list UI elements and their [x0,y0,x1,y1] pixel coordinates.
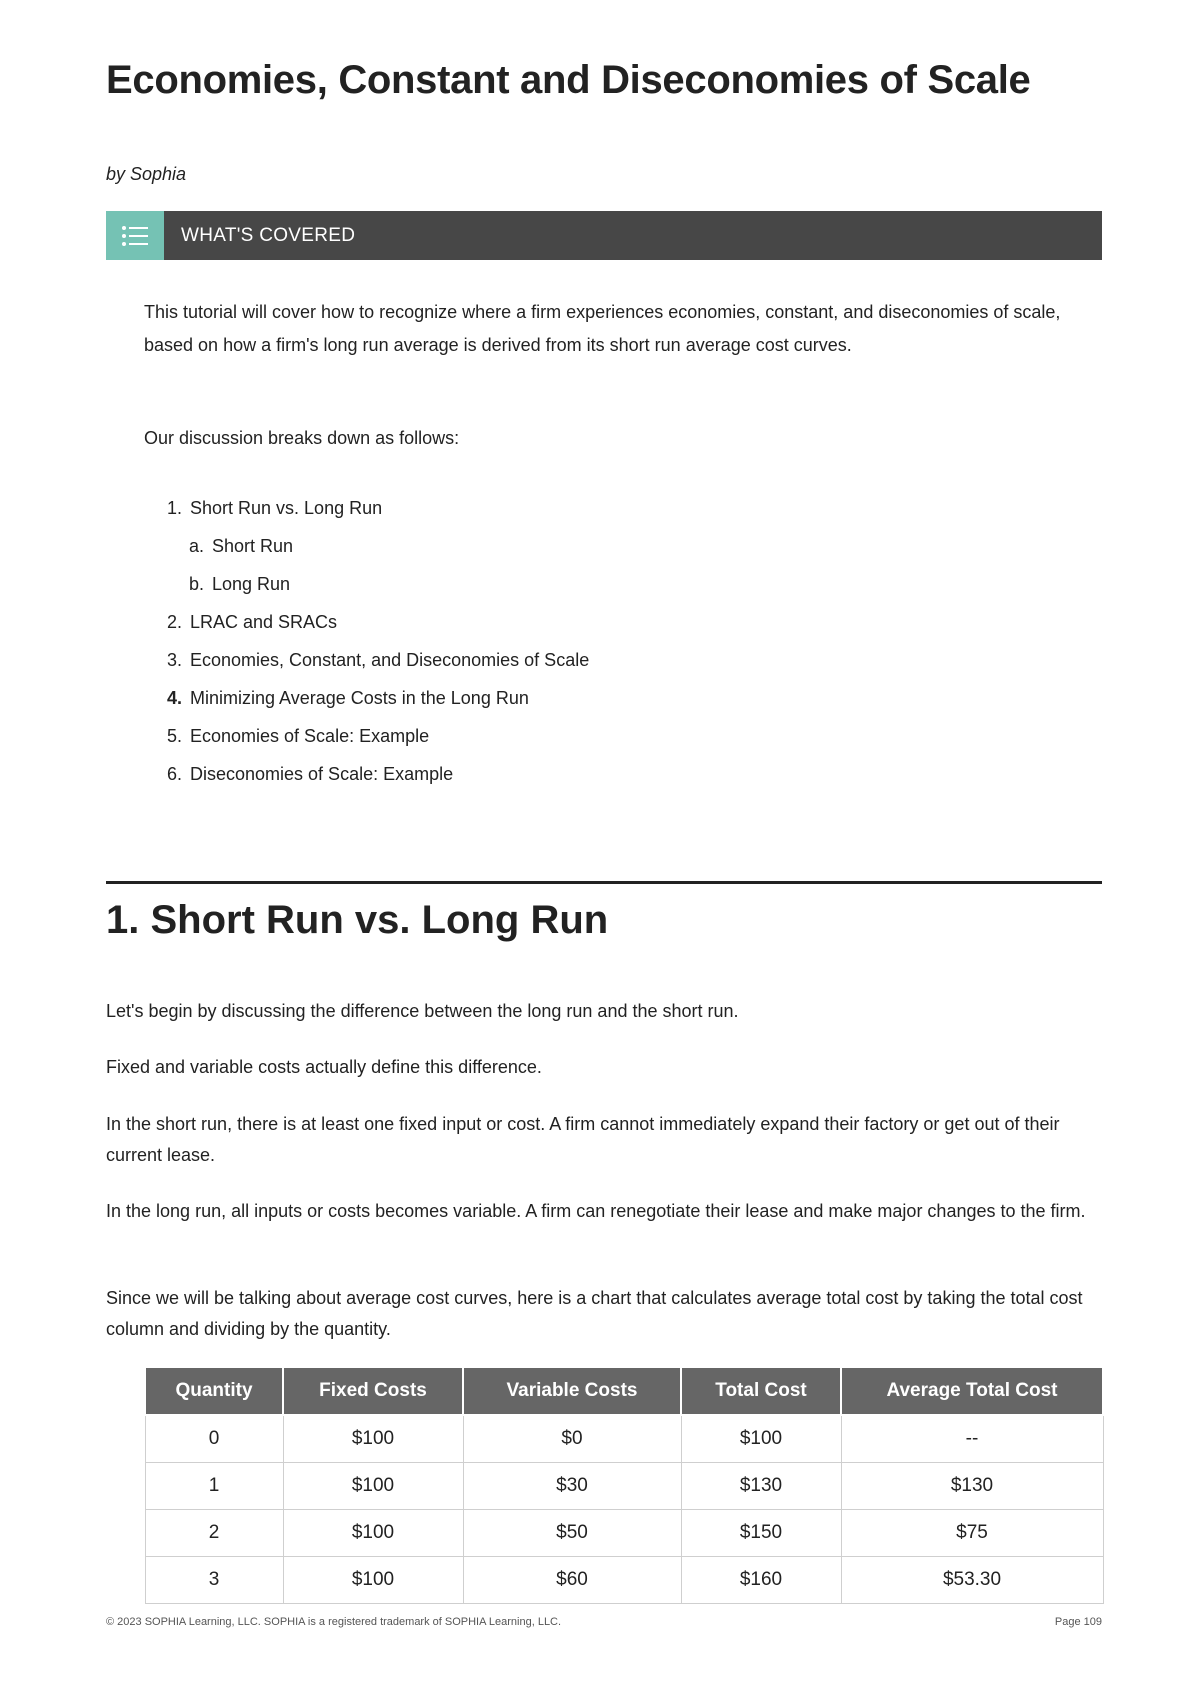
table-cell: $53.30 [841,1557,1103,1604]
toc-subitem[interactable] [156,574,589,612]
paragraph: Since we will be talking about average cost curves, here is a chart that calculates average total cost by taking the total cost column and dividing by the quantity. [106,1288,1083,1339]
toc-item[interactable] [156,688,589,726]
paragraph: Let's begin by discussing the difference between the long run and the short run. [106,1001,739,1021]
column-header: Fixed Costs [283,1367,463,1415]
footer-page-number: Page 109 [1054,1616,1102,1628]
toc-item[interactable] [156,612,589,650]
table-cell: $100 [283,1510,463,1557]
toc-label: LRAC and SRACs [190,612,338,632]
paragraph: Fixed and variable costs actually define this difference. [106,1057,542,1077]
toc-item[interactable] [156,650,589,688]
toc-number: b. [188,574,204,594]
table-cell: 3 [145,1557,283,1604]
toc-number: 1. [166,498,182,518]
table-row [145,1415,1103,1463]
average-total-cost-table [144,1366,1104,1604]
table-cell: $100 [283,1463,463,1510]
page-title: Economies, Constant and Diseconomies of Scale [106,58,1031,102]
toc-number: 5. [166,726,182,746]
table-cell: $150 [681,1510,841,1557]
toc-label: Economies, Constant, and Diseconomies of Scale [190,650,590,670]
paragraph: In the short run, there is at least one fixed input or cost. A firm cannot immediately expand their factory or get out of their current lease. [106,1114,1060,1165]
toc-number: 6. [166,764,182,784]
toc-number: a. [188,536,204,556]
table-cell: $160 [681,1557,841,1604]
table-cell: $50 [463,1510,681,1557]
table-row [145,1557,1103,1604]
covered-intro [144,296,1064,362]
table-cell: 0 [145,1415,283,1463]
table-cell: $130 [841,1463,1103,1510]
column-header: Average Total Cost [841,1367,1103,1415]
table-cell: $130 [681,1463,841,1510]
table-row [145,1463,1103,1510]
whats-covered-label: WHAT'S COVERED [181,224,356,246]
toc-label: Short Run [212,536,294,556]
toc-item[interactable] [156,764,589,802]
table-cell: 1 [145,1463,283,1510]
whats-covered-banner [106,211,1102,260]
toc-subitem[interactable] [156,536,589,574]
table-cell: -- [841,1415,1103,1463]
column-header: Total Cost [681,1367,841,1415]
table-header-row [145,1367,1103,1415]
list-icon [106,211,164,260]
footer-copyright: © 2023 SOPHIA Learning, LLC. SOPHIA is a registered trademark of SOPHIA Learning, LLC. [106,1616,562,1628]
toc-number: 2. [166,612,182,632]
covered-intro-text: This tutorial will cover how to recognize where a firm experiences economies, constant, and diseconomies of scale, based on how a firm's long run average is derived from its short run average cost curves. [144,302,1061,355]
section-heading: 1. Short Run vs. Long Run [106,898,609,942]
table-cell: $100 [681,1415,841,1463]
table-cell: $100 [283,1415,463,1463]
section-divider [106,881,1102,884]
column-header: Quantity [145,1367,283,1415]
table-cell: $30 [463,1463,681,1510]
table-cell: $75 [841,1510,1103,1557]
table-cell: $100 [283,1557,463,1604]
toc-number: 3. [166,650,182,670]
table-cell: $0 [463,1415,681,1463]
table-cell: 2 [145,1510,283,1557]
toc-label: Minimizing Average Costs in the Long Run [190,688,529,708]
toc-number: 4. [166,688,182,708]
column-header: Variable Costs [463,1367,681,1415]
toc-item[interactable] [156,726,589,764]
paragraph: In the long run, all inputs or costs becomes variable. A firm can renegotiate their lease and make major changes to the firm. [106,1201,1086,1221]
toc-label: Diseconomies of Scale: Example [190,764,454,784]
table-row [145,1510,1103,1557]
toc-item[interactable] [156,498,589,536]
table-cell: $60 [463,1557,681,1604]
breakdown-intro: Our discussion breaks down as follows: [144,428,460,448]
toc-label: Economies of Scale: Example [190,726,430,746]
toc-label: Short Run vs. Long Run [190,498,383,518]
table-of-contents [156,498,589,802]
toc-label: Long Run [212,574,291,594]
author-byline: by Sophia [106,164,187,184]
